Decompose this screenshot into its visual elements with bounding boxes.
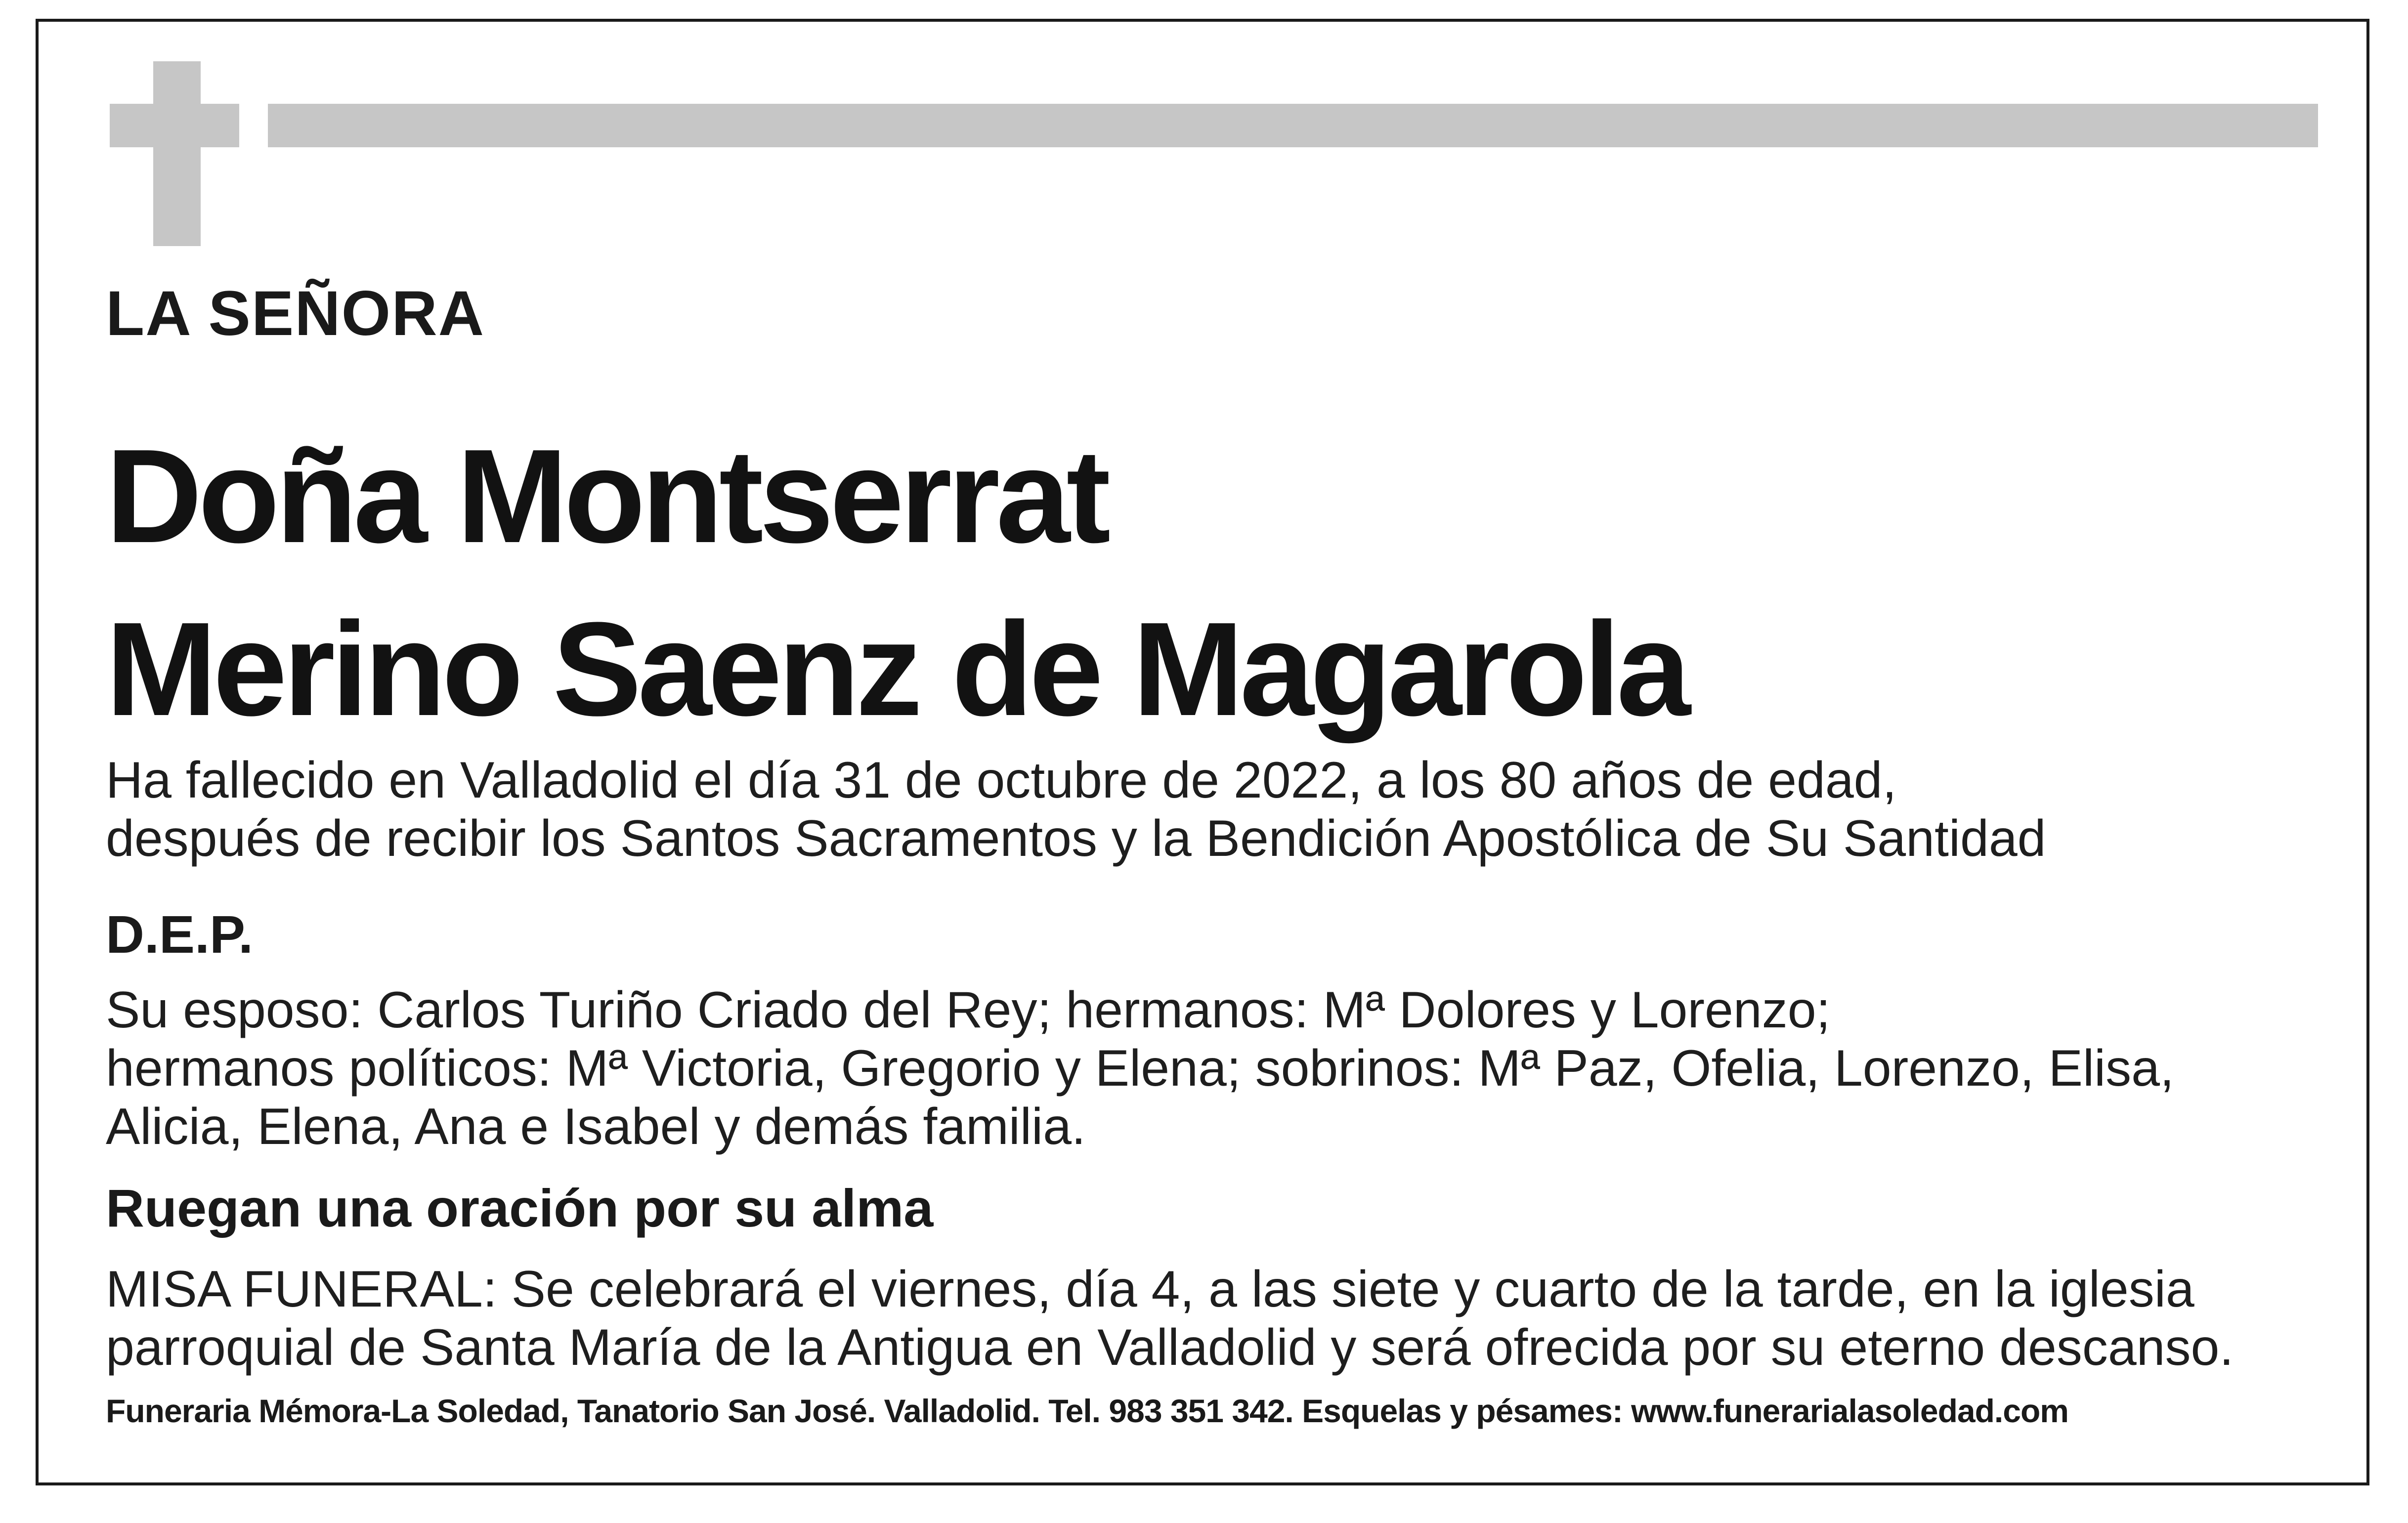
mass-line-1: MISA FUNERAL: Se celebrará el viernes, día 4, a las siete y cuarto de la tarde, en la iglesia [106,1261,2194,1318]
death-announcement [106,751,2046,868]
intro-line-2: después de recibir los Santos Sacramentos y la Bendición Apostólica de Su Santidad [106,810,2046,867]
family-list [106,981,2174,1156]
prayer-request: Ruegan una oración por su alma [106,1178,934,1238]
mass-line-2: parroquial de Santa María de la Antigua en Valladolid y será ofrecida por su eterno descanso. [106,1319,2234,1376]
name-line-2: Merino Saenz de Magarola [106,595,1687,744]
header-rule [268,104,2318,147]
cross-horizontal-bar [110,104,239,147]
family-line-1: Su esposo: Carlos Turiño Criado del Rey; hermanos: Mª Dolores y Lorenzo; [106,981,1831,1039]
honorific: LA SEÑORA [106,278,485,349]
name-line-1: Doña Montserrat [106,422,1107,571]
cross-vertical-bar [153,61,201,246]
intro-line-1: Ha fallecido en Valladolid el día 31 de octubre de 2022, a los 80 años de edad, [106,752,1897,809]
deceased-name [106,410,1687,756]
family-line-2: hermanos políticos: Mª Victoria, Gregorio y Elena; sobrinos: Mª Paz, Ofelia, Lorenzo, Elisa, [106,1040,2174,1097]
rip-abbreviation: D.E.P. [106,904,254,964]
funeral-home-footer: Funeraria Mémora-La Soledad, Tanatorio San José. Valladolid. Tel. 983 351 342. Esquelas y pésames: www.funerarialasoledad.com [106,1393,2068,1429]
family-line-3: Alicia, Elena, Ana e Isabel y demás familia. [106,1098,1086,1155]
funeral-mass-info [106,1260,2234,1377]
